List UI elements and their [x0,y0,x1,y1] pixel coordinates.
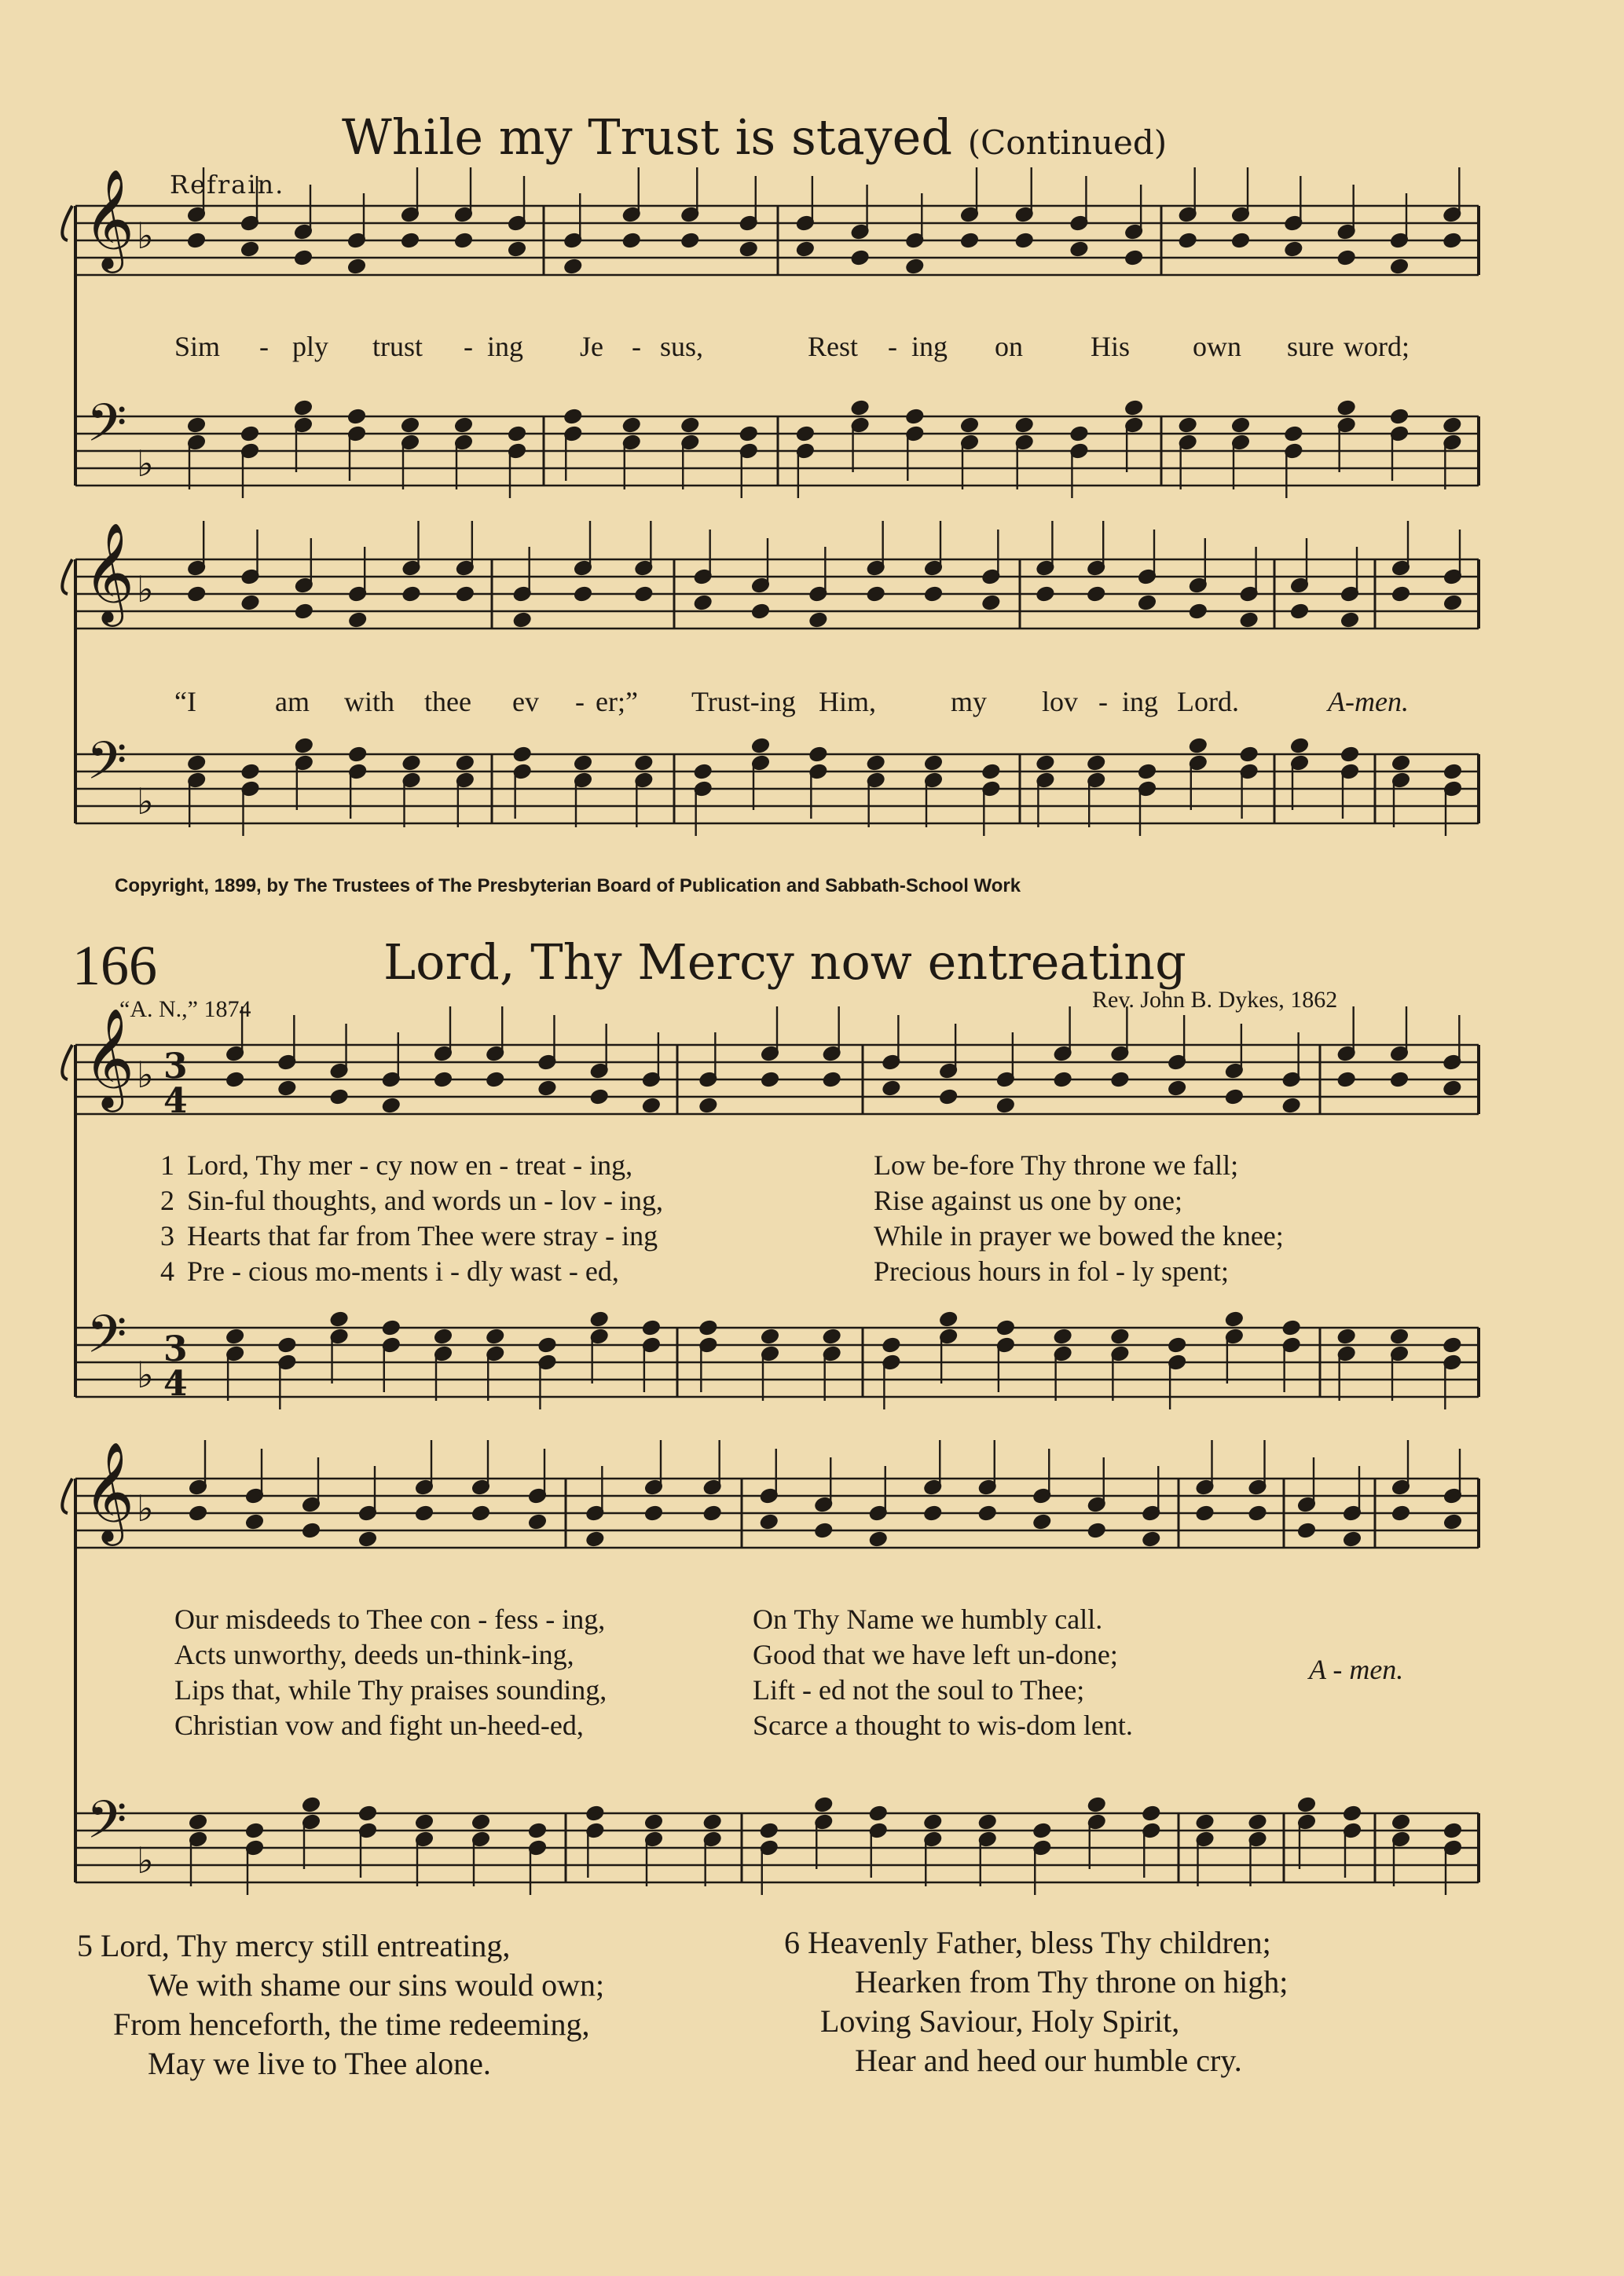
note-head [401,417,420,434]
note-head [1340,746,1359,763]
verse-line: Acts unworthy, deeds un-think-ing, [174,1639,574,1670]
flat-icon: ♭ [137,214,154,257]
lyric-syllable: “I [174,686,196,717]
note-head [882,1080,900,1097]
note-head [823,1329,841,1345]
note-head [434,1329,453,1345]
note-head [295,603,313,620]
note-head [358,1531,377,1548]
lyric-syllable: ing [911,331,948,362]
note-head [869,1805,888,1822]
lyric-syllable: ing [487,331,524,362]
note-head [1391,755,1410,771]
note-head [796,241,815,258]
note-head [1032,1514,1051,1530]
note-head [1138,764,1157,780]
note-head [1087,1797,1106,1813]
note-head [642,1320,661,1336]
note-head [241,595,260,611]
note-head [694,595,713,611]
lyric-syllable: - [259,331,269,362]
note-head [187,233,206,249]
note-head [1240,612,1259,629]
stanza-5 [77,1926,604,2084]
note-head [1443,1823,1462,1839]
note-head [434,1072,453,1088]
note-head [1087,755,1105,771]
note-head [401,233,420,249]
note-head [1443,1080,1461,1097]
note-head [1168,1080,1186,1097]
note-head [486,1329,504,1345]
note-head [1248,1505,1267,1522]
note-head [1138,595,1157,611]
note-head [1196,1814,1215,1831]
note-head [739,241,758,258]
note-head [751,603,770,620]
note-head [347,409,366,425]
note-head [1337,1329,1356,1345]
note-head [415,1505,434,1522]
lyric-syllable: am [275,686,310,717]
note-head [225,1329,244,1345]
note-head [1340,612,1359,629]
note-head [330,1089,349,1105]
note-head [1069,241,1088,258]
stanza-number: 5 [77,1928,93,1963]
note-head [189,1505,207,1522]
note-head [814,1797,833,1813]
note-head [644,1505,663,1522]
hymn-title: Lord, Thy Mercy now entreating [383,933,1186,991]
stanza-number: 6 [784,1925,800,1960]
note-head [454,233,473,249]
note-head [585,1531,604,1548]
note-head [1248,1814,1267,1831]
note-head [240,426,259,442]
note-head [415,1814,434,1831]
brace-icon [62,206,72,240]
verse-text: Sin-ful thoughts, and words un - lov - ing, [187,1185,663,1216]
note-head [295,738,313,754]
stanza-line: Hear and heed our humble cry. [855,2043,1242,2078]
verse-line: Our misdeeds to Thee con - fess - ing, [174,1603,606,1635]
stanza-line: Lord, Thy mercy still entreating, [101,1928,511,1963]
note-head [814,1523,833,1539]
note-head [513,746,532,763]
verse-line: Lips that, while Thy praises sounding, [174,1674,607,1706]
verse-line [160,1149,632,1182]
bass-clef-icon: 𝄢 [86,393,127,466]
time-signature-bottom: 4 [163,1364,188,1404]
note-head [471,1814,490,1831]
note-head [1391,586,1410,603]
note-head [978,1814,997,1831]
lyric-syllable: Je [580,331,603,362]
stanza-line: Loving Saviour, Holy Spirit, [820,2003,1180,2039]
lyric-syllable: er;” [596,686,638,717]
note-head [382,1320,401,1336]
amen-text-166: A - men. [1309,1654,1404,1685]
note-head [960,417,979,434]
note-head [739,426,758,442]
note-head [508,426,526,442]
flat-icon: ♭ [137,780,154,823]
continued-label: (Continued) [967,123,1168,162]
composer-credit: Rev. John B. Dykes, 1862 [1092,987,1338,1013]
note-head [869,1531,888,1548]
note-head [1284,241,1303,258]
lyric-syllable: Sim [174,331,221,362]
note-head [796,426,815,442]
lyric-syllable: sus, [660,331,704,362]
note-head [1015,417,1034,434]
lyric-syllable: - [575,686,585,717]
verse-line: Scarce a thought to wis-dom lent. [753,1710,1133,1741]
note-head [1110,1329,1129,1345]
note-head [1231,417,1250,434]
note-head [1231,233,1250,249]
note-head [294,400,313,416]
note-head [1189,603,1208,620]
flat-icon: ♭ [137,568,154,610]
note-head [187,755,206,771]
note-head [960,233,979,249]
stanza-6 [784,1923,1288,2080]
note-head [302,1797,321,1813]
note-head [1054,1072,1072,1088]
note-head [1391,1505,1410,1522]
note-head [486,1072,504,1088]
verse-number: 1 [160,1149,174,1181]
note-head [905,258,924,275]
note-head [537,1080,556,1097]
note-head [680,233,699,249]
note-head [939,1311,958,1328]
lyric-syllable: - [464,331,473,362]
note-head [634,586,653,603]
note-head [574,586,592,603]
brace-icon [62,1045,72,1079]
lyric-syllable: my [951,686,988,717]
note-head [1297,1523,1316,1539]
note-head [563,409,582,425]
note-head [537,1337,556,1354]
note-head [867,755,885,771]
note-head [923,1814,942,1831]
note-head [563,258,582,275]
note-head [1443,1337,1461,1354]
note-head [402,755,421,771]
verse-line [160,1219,658,1252]
lyric-syllable: - [888,331,897,362]
note-head [528,1823,547,1839]
bass-clef-icon: 𝄢 [86,1790,127,1863]
note-head [241,764,260,780]
lyric-syllable: word; [1344,331,1410,362]
time-signature-top: 3 [163,1046,188,1087]
verse-text: Pre - cious mo-ments i - dly wast - ed, [187,1255,619,1287]
lyric-syllable: with [344,686,395,717]
note-head [867,586,885,603]
note-head [1290,738,1309,754]
note-head [642,1098,661,1114]
note-head [347,258,366,275]
note-head [454,417,473,434]
note-head [1390,409,1409,425]
flat-icon: ♭ [137,442,154,485]
note-head [1110,1072,1129,1088]
note-head [1391,1814,1410,1831]
stanza-line: Heavenly Father, bless Thy children; [808,1925,1271,1960]
verse-line [160,1184,663,1217]
note-head [622,233,641,249]
hymn-number: 166 [72,934,157,997]
note-head [1343,1531,1362,1548]
note-head [585,1805,604,1822]
note-head [1196,1505,1215,1522]
note-head [851,250,870,266]
note-head [471,1505,490,1522]
brace-icon [62,559,72,594]
note-head [245,1514,264,1530]
flat-icon: ♭ [137,1487,154,1530]
verse-line: Low be-fore Thy throne we fall; [874,1149,1239,1181]
lyric-syllable: sure [1287,331,1334,362]
note-head [851,400,870,416]
note-head [703,1505,722,1522]
note-head [456,755,475,771]
note-head [1337,250,1356,266]
note-head [1124,250,1143,266]
verse-number: 3 [160,1220,174,1252]
note-head [978,1505,997,1522]
bass-clef-icon: 𝄢 [86,1304,127,1377]
note-head [1284,426,1303,442]
verse-line: Good that we have left un-done; [753,1639,1118,1670]
note-head [1087,586,1105,603]
bass-clef-icon: 𝄢 [86,731,127,804]
note-head [981,764,1000,780]
hymn-title-continued [342,108,1167,166]
flat-icon: ♭ [137,1354,154,1396]
verse-line [160,1255,619,1288]
note-head [402,586,421,603]
lyric-syllable: Trust-ing [691,686,796,717]
note-head [513,612,532,629]
note-head [1124,400,1143,416]
note-head [622,417,641,434]
note-head [1015,233,1034,249]
note-head [528,1514,547,1530]
flat-icon: ♭ [137,1054,154,1096]
note-head [981,595,1000,611]
verse-number: 4 [160,1255,174,1287]
note-head [1069,426,1088,442]
note-head [1189,738,1208,754]
note-head [923,1505,942,1522]
note-head [358,1805,377,1822]
hymn-title: While my Trust is stayed [342,108,953,166]
note-head [456,586,475,603]
treble-clef-icon: 𝄞 [83,1007,135,1108]
stanza-line: Hearken from Thy throne on high; [855,1964,1289,1999]
treble-clef-icon: 𝄞 [83,168,135,269]
brace-icon [62,1479,72,1513]
note-head [187,417,206,434]
author-credit: “A. N.,” 1874 [119,996,251,1022]
note-head [703,1814,722,1831]
note-head [1282,1320,1301,1336]
note-head [1297,1797,1316,1813]
refrain-label: Refrain. [170,170,285,200]
note-head [277,1337,296,1354]
note-head [1240,746,1259,763]
note-head [698,1098,717,1114]
note-head [245,1823,264,1839]
lyric-syllable: ing [1122,686,1159,717]
note-head [1343,1805,1362,1822]
note-head [1142,1805,1160,1822]
note-head [924,755,943,771]
note-head [1168,1337,1186,1354]
note-head [348,746,367,763]
note-head [924,586,943,603]
lyric-syllable: on [995,331,1023,362]
verse-text: Hearts that far from Thee were stray - ing [187,1220,658,1252]
lyric-syllable: Rest [808,331,859,362]
note-head [760,1823,779,1839]
note-head [1443,417,1461,434]
note-head [1087,1523,1106,1539]
note-head [761,1329,779,1345]
stanza-line: May we live to Thee alone. [148,2046,491,2081]
note-head [1032,1823,1051,1839]
note-head [348,612,367,629]
note-head [1390,258,1409,275]
lyric-syllable: own [1193,331,1241,362]
note-head [1390,1329,1409,1345]
stanza-line: We with shame our sins would own; [148,1967,605,2003]
note-head [1142,1531,1160,1548]
time-signature-top: 3 [163,1329,188,1369]
note-head [187,586,206,603]
verse-line: Rise against us one by one; [874,1185,1182,1216]
note-head [330,1311,349,1328]
note-head [680,417,699,434]
note-head [590,1311,609,1328]
note-head [751,738,770,754]
note-head [1225,1311,1244,1328]
note-head [644,1814,663,1831]
note-head [574,755,592,771]
note-head [302,1523,321,1539]
lyric-syllable: thee [424,686,471,717]
note-head [634,755,653,771]
note-head [760,1514,779,1530]
lyric-syllable: Him, [819,686,877,717]
note-head [277,1080,296,1097]
note-head [761,1072,779,1088]
note-head [882,1337,900,1354]
note-head [1443,764,1462,780]
note-head [1036,755,1054,771]
note-head [823,1072,841,1088]
verse-line: Precious hours in fol - ly spent; [874,1255,1229,1287]
lyric-syllable: trust [372,331,423,362]
note-head [225,1072,244,1088]
flat-icon: ♭ [137,1839,154,1882]
amen-text: A-men. [1328,686,1409,717]
note-head [1443,1514,1462,1530]
note-head [698,1320,717,1336]
note-head [1179,417,1197,434]
note-head [1337,400,1356,416]
note-head [996,1320,1015,1336]
note-head [294,250,313,266]
verse-line: While in prayer we bowed the knee; [874,1220,1284,1252]
note-head [1290,603,1309,620]
verse-text: Lord, Thy mer - cy now en - treat - ing, [187,1149,633,1181]
verse-line: On Thy Name we humbly call. [753,1603,1103,1635]
verse-line: Christian vow and fight un-heed-ed, [174,1710,584,1741]
verse-number: 2 [160,1185,174,1216]
lyric-syllable: His [1091,331,1131,362]
note-head [1443,233,1461,249]
note-head [240,241,259,258]
note-head [590,1089,609,1105]
verse-line: Lift - ed not the soul to Thee; [753,1674,1085,1706]
note-head [1282,1098,1301,1114]
note-head [905,409,924,425]
time-signature-bottom: 4 [163,1081,188,1121]
note-head [808,746,827,763]
note-head [382,1098,401,1114]
note-head [508,241,526,258]
note-head [996,1098,1015,1114]
note-head [694,764,713,780]
treble-clef-icon: 𝄞 [83,1441,135,1541]
note-head [189,1814,207,1831]
lyric-syllable: - [1098,686,1108,717]
note-head [1225,1089,1244,1105]
note-head [1443,595,1462,611]
lyric-syllable: ply [292,331,329,362]
note-head [1390,1072,1409,1088]
treble-clef-icon: 𝄞 [83,522,135,622]
note-head [1179,233,1197,249]
copyright-notice: Copyright, 1899, by The Trustees of The Presbyterian Board of Publication and Sabbath-School Work [115,875,1021,896]
lyric-syllable: ev [512,686,539,717]
note-head [808,612,827,629]
stanza-line: From henceforth, the time redeeming, [113,2007,590,2042]
lyric-syllable: - [632,331,641,362]
note-head [1036,586,1054,603]
note-head [1337,1072,1356,1088]
note-head [1054,1329,1072,1345]
note-head [939,1089,958,1105]
lyric-syllable: Lord. [1177,686,1239,717]
lyric-syllable: lov [1042,686,1079,717]
